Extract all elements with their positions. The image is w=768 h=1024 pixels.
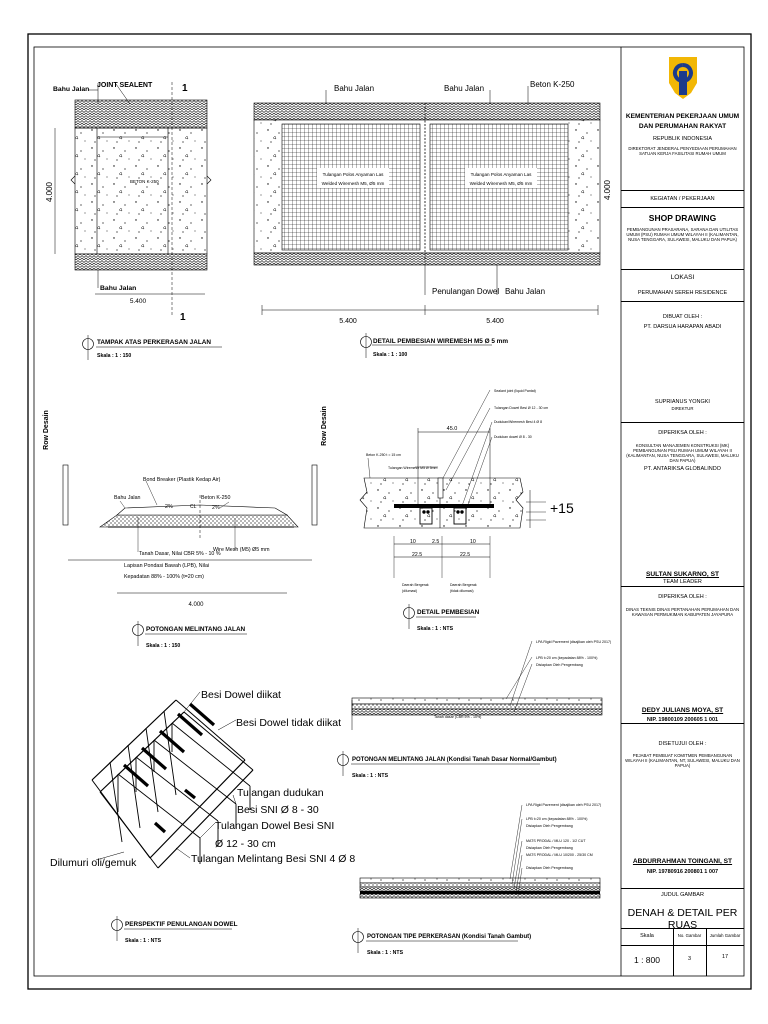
checker-nip: NIP. 19800109 200605 1 001 <box>646 717 719 723</box>
row-desain-right: Row Desain <box>321 406 328 446</box>
location-value: PERUMAHAN SEREH RESIDENCE <box>637 290 728 296</box>
tb-made-by <box>621 302 744 423</box>
pembesian-note-2: Tulangan Dowel Besi Ø 12 - 30 cm <box>494 406 549 410</box>
ppk-desc: PEJABAT PEMBUAT KOMITMEN PEMBANGUNAN WILAYAH II (KALIMANTAN, NT, SULAWESI, MALUKU DAN PAPUA) <box>625 753 740 768</box>
leader-title: TEAM LEADER <box>663 579 702 585</box>
section-type <box>353 803 602 956</box>
type-note-4: MATS PRODAL / MLU 120 - 1/2 CUT <box>526 839 586 843</box>
type-note-3: Disiapkan Oleh Pengembang <box>526 824 573 828</box>
project-name: PEMBANGUNAN PRASARANA, SARANA DAN UTILITAS UMUM (PSU) RUMAH UMUM WILAYAH II (KALIMANTAN, NUSA TENGGARA, SULAWESI, MALUKU DAN PAPUA) <box>626 227 739 242</box>
made-by-label: DIBUAT OLEH : <box>662 314 703 320</box>
wiremesh-note-right-2: Welded Wiremesh M5, Ø5 mm <box>469 181 533 186</box>
type-note-1: LPA Rigid Pavement (disajikan oleh PSU 2017) <box>526 803 602 807</box>
dudukan-label-2: Besi SNI Ø 8 - 30 <box>237 804 319 816</box>
val-number: 3 <box>687 956 692 962</box>
tb-activity-label <box>621 191 744 208</box>
tb-ministry <box>621 47 744 191</box>
pembesian-scale: Skala : 1 : NTS <box>417 626 454 632</box>
normal-title: POTONGAN MELINTANG JALAN (Kondisi Tanah Dasar Normal/Gambut) <box>352 757 557 763</box>
beton-small-label: BETON K-250 <box>130 179 159 184</box>
lpb-label-1: Lapisan Pondasi Bawah (LPB), Nilai <box>124 563 210 569</box>
wiremesh-note-left-1: Tulangan Polos Anyaman Las <box>322 172 384 177</box>
melintang-label: Tulangan Melintang Besi SNI 4 Ø 8 <box>191 853 356 865</box>
dowel-label-tidak: Besi Dowel tidak diikat <box>236 717 342 729</box>
joint-sealent-label: JOINT SEALENT <box>97 82 153 89</box>
val-total: 17 <box>721 954 729 960</box>
location-label: LOKASI <box>670 274 695 281</box>
cross-section-scale: Skala : 1 : 150 <box>146 643 181 649</box>
pembesian-note-6: Daerah Bergerak <box>402 583 429 587</box>
wiremesh-detail <box>254 80 612 358</box>
perspective-scale: Skala : 1 : NTS <box>125 938 162 944</box>
section-mark-1: 1 <box>182 83 188 94</box>
type-title: POTONGAN TIPE PERKERASAN (Kondisi Tanah Gambut) <box>367 934 532 940</box>
normal-note-1: LPA Rigid Pavement (disajikan oleh PSU 2017) <box>536 640 612 644</box>
approved-label: DISETUJUI OLEH : <box>658 741 707 747</box>
pembesian-dim-e: 2.5 <box>432 539 440 545</box>
country-label: REPUBLIK INDONESIA <box>653 136 712 142</box>
leader-name: SULTAN SUKARNO, ST <box>645 571 720 578</box>
col-total-label: Jumlah Gambar <box>709 933 741 938</box>
tul-dowel-label-1: Tulangan Dowel Besi SNI <box>215 820 335 832</box>
consultant-desc: KONSULTAN MANAJEMEN KONSTRUKSI (MK) PEMBANGUNAN PSU RUMAH UMUM WILAYAH II (KALIMANTAN, NUSA TENGGARA, SULAWESI, MALUKU DAN PAPUA) <box>626 443 739 463</box>
tb-dinas <box>621 587 744 724</box>
wiremesh-dim-width: 4.000 <box>603 179 612 201</box>
approver-name: ABDURRAHMAN TOINGANI, ST <box>632 858 733 865</box>
dim-width: 4.000 <box>45 181 54 203</box>
pembesian-dim-top: 45.0 <box>446 426 458 432</box>
wiremesh-bahu-jalan-3: Bahu Jalan <box>505 287 546 296</box>
oli-label: Dilumuri oli/gemuk <box>50 857 137 869</box>
cross-section <box>43 406 328 649</box>
drawing-title: DENAH & DETAIL PER RUAS <box>627 907 738 932</box>
checker-name: DEDY JULIANS MOYA, ST <box>641 707 724 714</box>
wiremesh-dim-right: 5.400 <box>486 318 504 325</box>
pembesian-note-3: Dudukan/Wiremesh Besi 4 Ø 8 <box>494 420 543 424</box>
type-note-7: Disiapkan Oleh Pengembang <box>526 866 573 870</box>
cs-cl-label: CL <box>190 504 197 510</box>
checked-label: DIPERIKSA OLEH : <box>658 430 707 436</box>
pembesian-dim-a: 22.5 <box>412 552 423 558</box>
cs-beton-label: Beton K-250 <box>201 495 231 501</box>
penulangan-dowel-label: Penulangan Dowel <box>432 287 500 296</box>
wiremesh-bahu-jalan-2: Bahu Jalan <box>444 84 485 93</box>
normal-scale: Skala : 1 : NTS <box>352 773 389 779</box>
bahu-jalan-label-2: Bahu Jalan <box>100 285 137 292</box>
pembesian-note-9: (tidak dilumasi) <box>450 589 474 593</box>
made-by-company: PT. DARSUA HARAPAN ABADI <box>643 324 722 330</box>
row-desain-left: Row Desain <box>43 410 50 450</box>
plan-title: TAMPAK ATAS PERKERASAN JALAN <box>97 339 211 346</box>
val-scale: 1 : 800 <box>634 955 660 965</box>
cross-section-title: POTONGAN MELINTANG JALAN <box>146 626 246 633</box>
type-note-5: Disiapkan Oleh Pengembang <box>526 846 573 850</box>
tanah-dasar-label: Tanah Dasar, Nilai CBR 5% - 10 % <box>139 551 221 557</box>
consultant-company: PT. ANTARIKSA GLOBALINDO <box>644 466 721 472</box>
title-block <box>621 47 744 976</box>
dudukan-label-1: Tulangan dudukan <box>237 787 324 799</box>
drawing-title-label: JUDUL GAMBAR <box>661 892 704 898</box>
pembesian-note-7: (dilumasi) <box>402 589 418 593</box>
section-normal <box>338 640 612 779</box>
wiremesh-beton-label: Beton K-250 <box>530 80 575 89</box>
type-scale: Skala : 1 : NTS <box>367 950 404 956</box>
normal-note-2: LPB t=20 cm (kepadatan 88% - 100%) <box>536 656 598 660</box>
bond-breaker-label: Bond Breaker (Plastik Kedap Air) <box>143 477 221 483</box>
col-number-label: No. Gambar <box>677 933 702 938</box>
cs-bahu-jalan-label: Bahu Jalan <box>114 495 141 501</box>
pembesian-note-1: Sealant joint (liquid Pantat) <box>494 389 536 393</box>
type-note-2: LPB t=20 cm (kepadatan 88% - 100%) <box>526 817 588 821</box>
type-note-6: MATS PRODAL / MLU 10/200 - 25/30 CM <box>526 853 593 857</box>
wiremesh-title: DETAIL PEMBESIAN WIREMESH M5 Ø 5 mm <box>373 338 509 345</box>
wiremesh-scale: Skala : 1 : 100 <box>373 352 408 358</box>
bahu-jalan-label: Bahu Jalan <box>53 86 90 93</box>
ministry-line-2: DAN PERUMAHAN RAKYAT <box>638 123 727 130</box>
col-scale-label: Skala <box>640 933 654 939</box>
wiremesh-bahu-jalan-1: Bahu Jalan <box>334 84 375 93</box>
slope-right: 2% <box>212 505 220 511</box>
section-mark-2: 1 <box>180 312 186 323</box>
wiremesh-dim-left: 5.400 <box>339 318 357 325</box>
dim-length: 5.400 <box>129 298 147 305</box>
tb-project <box>621 208 744 270</box>
pembesian-title: DETAIL PEMBESIAN <box>417 609 480 616</box>
ministry-line-1: KEMENTERIAN PEKERJAAN UMUM <box>625 113 740 120</box>
pupr-logo-icon <box>663 53 703 101</box>
lpb-label-2: Kepadatan 88% - 100% (t=20 cm) <box>124 574 204 580</box>
pembesian-dim-d: 10 <box>470 539 476 545</box>
director-name: SUPRIANUS YONGKI <box>655 399 710 405</box>
tb-location <box>621 270 744 302</box>
director-title: DIREKTUR <box>671 406 694 411</box>
drawing-type: SHOP DRAWING <box>648 213 717 223</box>
normal-note-4: Tanah dasar (CBR 5% - 10%) <box>434 715 482 719</box>
pembesian-note-beton: Beton K-250 t = 15 cm <box>366 453 401 457</box>
perspective-title: PERSPEKTIF PENULANGAN DOWEL <box>125 921 238 928</box>
tb-consultant <box>621 423 744 587</box>
pembesian-note-5: Tulangan Wiremesh M5 Ø 5mm <box>388 466 438 470</box>
activity-label: KEGIATAN / PEKERJAAN <box>650 196 715 202</box>
detail-pembesian <box>360 389 574 632</box>
tb-info-table <box>621 929 744 976</box>
checked-label-2: DIPERIKSA OLEH : <box>658 594 707 600</box>
wiremesh-note-left-2: Welded Wiremesh M5, Ø5 mm <box>321 181 385 186</box>
tul-dowel-label-2: Ø 12 - 30 cm <box>215 838 276 850</box>
cs-dim-width: 4.000 <box>188 602 204 608</box>
slope-left: 2% <box>165 504 173 510</box>
plan-scale: Skala : 1 : 150 <box>97 353 132 359</box>
plan-view-pavement <box>45 82 222 360</box>
dowel-label-ikat: Besi Dowel diikat <box>201 689 281 701</box>
pembesian-dim-b: 22.5 <box>460 552 471 558</box>
wiremesh-note-right-1: Tulangan Polos Anyaman Las <box>470 172 532 177</box>
directorate-label: DIREKTORAT JENDERAL PENYEDIAAN PERUMAHAN SATUAN KERJA FASILITASI RUMAH UMUM <box>628 146 737 156</box>
pembesian-dim-c: 10 <box>410 539 416 545</box>
tb-approval <box>621 724 744 889</box>
normal-note-3: Disiapkan Oleh Pengembang <box>536 663 583 667</box>
dinas-desc: DINAS TEKNIS DINAS PERTANAHAN PERUMAHAN DAN KAWASAN PERMUKIMAN KABUPATEN JAYAPURA <box>625 607 740 617</box>
pembesian-note-8: Daerah Bergerak <box>450 583 477 587</box>
pembesian-note-4: Dudukan dowel Ø 8 - 30 <box>494 435 532 439</box>
wiremesh-cs-label: Wire Mesh (M5) Ø5 mm <box>213 547 270 553</box>
approver-nip: NIP. 19780916 200801 1 007 <box>646 869 719 875</box>
pembesian-thickness: +15 <box>550 500 574 516</box>
tb-drawing-title <box>621 889 744 932</box>
